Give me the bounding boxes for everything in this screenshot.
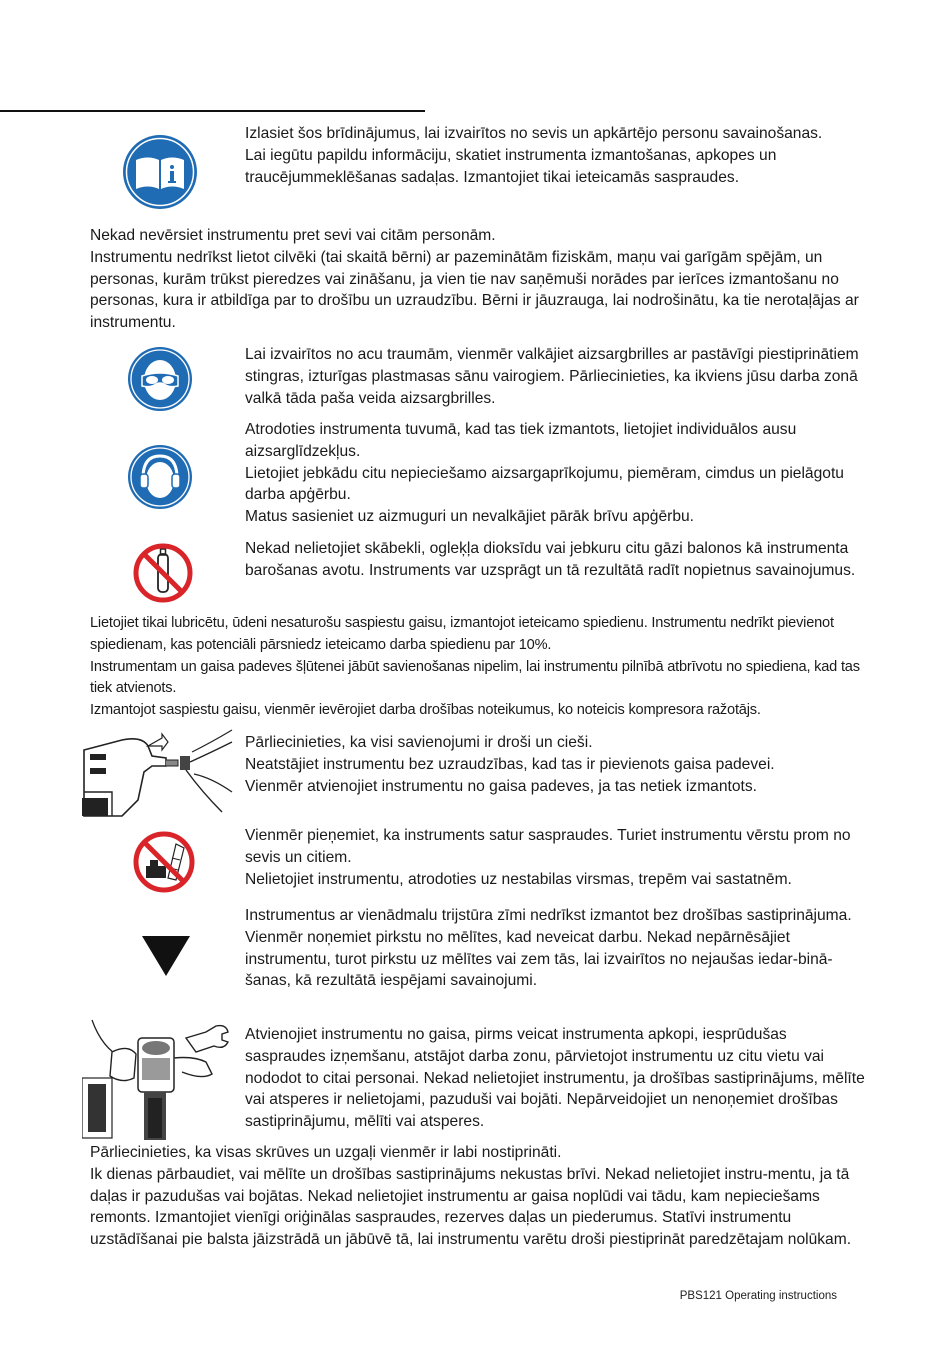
section-disconnect-maintenance: Atvienojiet instrumentu no gaisa, pirms veicat instrumenta apkopi, iesprūdušas saspraudes izņemšanu, atstājot darba zonu, pārvietojot instrumentu uz citu vietu vai nododot to citai personai. Nekad nelietojiet instrumentu, ja drošības sastiprinājums, mēlīte vai atsperes ir nelietojami, pazuduši vai bojāti. Nepārveidojiet un nenoņemiet drošības sastiprinājumu, mēlīti vai atsperes. [245, 1026, 865, 1131]
page-footer: PBS121 Operating instructions [679, 1290, 837, 1302]
ear-protection-icon [127, 444, 193, 510]
read-manual-icon [122, 134, 198, 210]
section-eye-protection: Lai izvairītos no acu traumām, vienmēr valkājiet aizsargbrilles ar pastāvīgi piestiprinātiem stingras, izturīgas plastmasas sānu vairogiem. Pārliecinieties, ka ikviens jūsu darba zonā valkā tāda paša veida aizsargbrilles. [245, 346, 859, 407]
header-rule [0, 110, 425, 112]
maintenance-icon [82, 1018, 238, 1140]
section-read-warnings: Izlasiet šos brīdinājumus, lai izvairītos no sevis un apkārtējo personu savainošanas. Lai iegūtu papildu informāciju, skatiet instrumenta izmantošanas, apkopes un traucējummeklēšanas sadaļas. Izmantojiet tikai ieteicamās saspraudes. [245, 125, 823, 186]
section-ear-protection: Atrodoties instrumenta tuvumā, kad tas tiek izmantots, lietojiet individuālos ausu aizsarglīdzekļus. Lietojiet jebkādu citu nepieciešamo aizsargaprīkojumu, piemēram, cimdus un pielāgotu darba apģērbu. Matus sasieniet uz aizmuguri un nevalkājiet pārāk brīvu apģērbu. [245, 421, 844, 526]
paragraph-usage: Nekad nevērsiet instrumentu pret sevi vai citām personām. Instrumentu nedrīkst lietot cilvēki (tai skaitā bērni) ar pazeminātām fiziskām, maņu vai garīgām spējām, un personas, kurām trūkst pieredzes vai zināšanu, ja vien tie nav saņēmuši norādes par ierīces izmantošanu no personas, kura ir atbildīga par to drošību un uzraudzību. Bērni ir jāuzrauga, lai nodrošinātu, ka tie nerotaļājas ar instrumentu. [90, 227, 859, 332]
section-assume-loaded: Vienmēr pieņemiet, ka instruments satur saspraudes. Turiet instrumentu vērstu prom no sevis un citiem. Nelietojiet instrumentu, atrodoties uz nestabilas virsmas, trepēm vai sastatnēm. [245, 827, 851, 888]
safety-goggles-icon [127, 346, 193, 412]
section-triangle-tools: Instrumentus ar vienādmalu trijstūra zīmi nedrīkst izmantot bez drošības sastiprinājuma. Vienmēr noņemiet pirkstu no mēlītes, kad neveicat darbu. Nekad nepārnēsājiet instrumentu, turot pirkstu uz mēlītes vai zem tās, lai izvairītos no nejaušas iedar-bināšanas, kā rezultātā iespējami savainojumi. [245, 907, 852, 990]
paragraph-compressed-air: Lietojiet tikai lubricētu, ūdeni nesaturošu saspiestu gaisu, izmantojot ieteicamo spiedienu. Instrumentu nedrīkt pievienot spiedienam, kas potenciāli pārsniedz ieteicamo darba spiedienu par 10%. Instrumentam un gaisa padeves šļūtenei jābūt savienošanas nipelim, lai instrumentu pilnībā atbrīvotu no spiediena, kad tas tiek atvienots. Izmantojot saspiestu gaisu, vienmēr ievērojiet darba drošības noteikumus, ko noteicis kompresora ražotājs. [90, 615, 860, 719]
paragraph-inspection: Pārliecinieties, ka visas skrūves un uzgaļi vienmēr ir labi nostiprināti. Ik dienas pārbaudiet, vai mēlīte un drošības sastiprinājums nekustas brīvi. Nekad nelietojiet instru-mentu, ja tā daļas ir pazudušas vai bojātas. Nekad nelietojiet instrumentu ar gaisa noplūdi vai tādu, kam nepieciešams remonts. Izmantojiet vienīgi oriģinālas saspraudes, rezerves daļas un piederumus. Statīvi instrumentu uzstādīšanai pie balsta jāizstrādā un jābūvē tā, lai instrumentu varētu droši piestiprināt paredzētajam nolūkam. [90, 1144, 852, 1249]
section-no-gas: Nekad nelietojiet skābekli, ogleķļa dioksīdu vai jebkuru citu gāzi balonos kā instrumenta barošanas avotu. Instruments var uzsprāgt un tā rezultātā radīt nopietnus savainojumus. [245, 540, 856, 579]
air-connection-icon [82, 722, 234, 818]
no-ladder-icon [132, 830, 196, 894]
section-connections: Pārliecinieties, ka visi savienojumi ir droši un cieši. Neatstājiet instrumentu bez uzraudzības, kad tas ir pievienots gaisa padevei. Vienmēr atvienojiet instrumentu no gaisa padeves, ja tas netiek izmantots. [245, 734, 775, 795]
no-gas-cylinder-icon [132, 542, 194, 604]
triangle-icon [142, 936, 190, 976]
